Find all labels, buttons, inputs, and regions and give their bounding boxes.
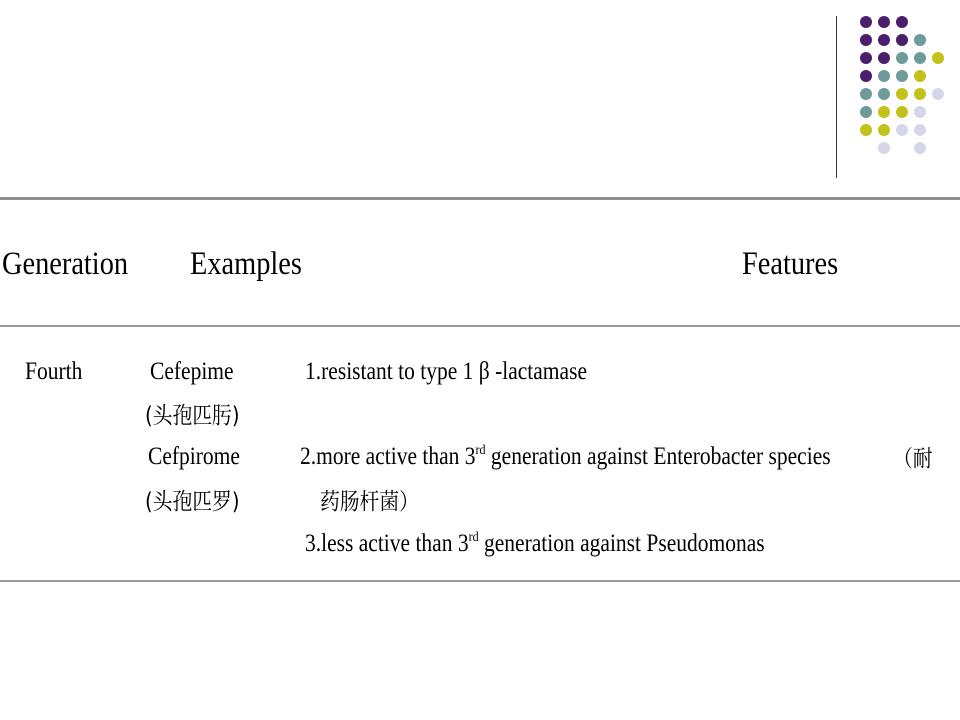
cell-generation: Fourth: [25, 358, 83, 385]
dot-r5-c4: [914, 88, 926, 100]
dot-r3-c1: [860, 52, 872, 64]
decorative-dot-grid: [850, 10, 960, 170]
dot-r1-c2: [878, 16, 890, 28]
dot-r3-c3: [896, 52, 908, 64]
dot-r6-c2: [878, 106, 890, 118]
dot-r5-c2: [878, 88, 890, 100]
feature-2-chinese-start: （耐: [893, 446, 933, 472]
feature-2-pre: 2.more active than 3: [300, 443, 476, 470]
dot-r6-c3: [896, 106, 908, 118]
dot-r7-c4: [914, 124, 926, 136]
dot-r4-c3: [896, 70, 908, 82]
feature-2-post: generation against Enterobacter species: [485, 443, 831, 470]
table-top-rule: [0, 197, 960, 200]
feature-3-post: generation against Pseudomonas: [478, 530, 765, 557]
header-generation: Generation: [2, 246, 129, 282]
dot-r6-c1: [860, 106, 872, 118]
dot-r7-c1: [860, 124, 872, 136]
drug-name-cefepime: Cefepime: [150, 358, 234, 385]
dot-r8-c4: [914, 142, 926, 154]
feature-2: [300, 443, 831, 471]
table-header-rule: [0, 325, 960, 327]
dot-r4-c2: [878, 70, 890, 82]
feature-3: [305, 530, 765, 558]
dot-r2-c3: [896, 34, 908, 46]
dot-r5-c3: [896, 88, 908, 100]
vertical-divider: [836, 16, 837, 178]
feature-2-chinese-end: 药肠杆菌）: [320, 489, 419, 515]
feature-1: 1.resistant to type 1 β -lactamase: [305, 358, 587, 385]
dot-r6-c4: [914, 106, 926, 118]
dot-r5-c1: [860, 88, 872, 100]
drug-chinese-cefpirome: (头孢匹罗): [145, 489, 240, 515]
dot-r4-c1: [860, 70, 872, 82]
dot-r8-c2: [878, 142, 890, 154]
dot-r3-c5: [932, 52, 944, 64]
dot-r2-c1: [860, 34, 872, 46]
dot-r3-c2: [878, 52, 890, 64]
header-examples: Examples: [190, 246, 302, 282]
feature-3-pre: 3.less active than 3: [305, 530, 469, 557]
dot-r3-c4: [914, 52, 926, 64]
dot-r7-c2: [878, 124, 890, 136]
dot-r2-c4: [914, 34, 926, 46]
dot-r1-c1: [860, 16, 872, 28]
feature-3-sup: rd: [468, 530, 479, 545]
dot-r1-c3: [896, 16, 908, 28]
drug-name-cefpirome: Cefpirome: [148, 443, 240, 470]
dot-r7-c3: [896, 124, 908, 136]
feature-2-sup: rd: [475, 443, 486, 458]
dot-r5-c5: [932, 88, 944, 100]
dot-r4-c4: [914, 70, 926, 82]
header-features: Features: [742, 246, 839, 282]
table-bottom-rule: [0, 580, 960, 582]
drug-chinese-cefepime: (头孢匹肟): [145, 403, 240, 429]
dot-r2-c2: [878, 34, 890, 46]
